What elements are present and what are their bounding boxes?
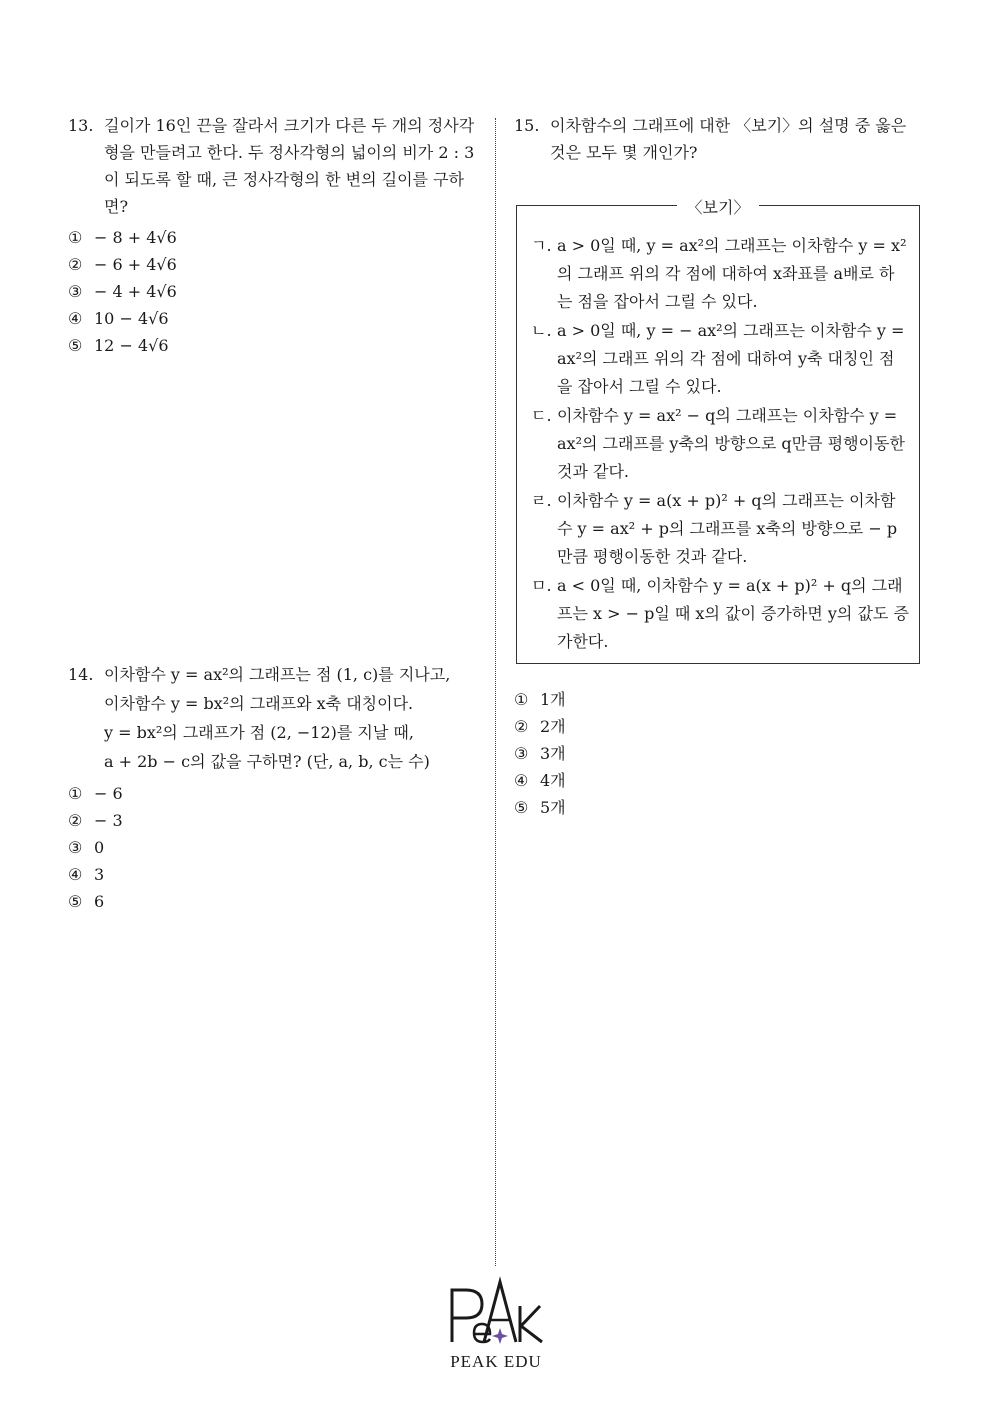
choice-mark: ② [68,811,83,830]
question-13 [68,112,478,359]
bogi-box [516,198,920,664]
choice-text: 5개 [540,798,566,817]
bogi-item [531,572,909,656]
choice-1[interactable] [514,686,566,713]
item-label: ㄷ. [531,406,552,425]
question-text: 길이가 16인 끈을 잘라서 크기가 다른 두 개의 정사각형을 만들려고 한다. 두 정사각형의 넓이의 비가 2 : 3이 되도록 할 때, 큰 정사각형의 한 변의 길이를 구하면? [104,116,475,216]
choice-text: 0 [94,838,105,857]
choice-text: − 6 [94,784,123,803]
choice-2[interactable] [68,807,488,834]
choice-3[interactable] [514,740,566,767]
choice-mark: ⑤ [68,892,83,911]
choice-mark: ③ [68,282,83,301]
choice-list [514,686,566,821]
choice-text: 3개 [540,744,566,763]
question-15 [514,112,924,166]
choice-mark: ② [68,255,83,274]
item-label: ㄴ. [531,321,552,340]
item-label: ㄹ. [531,491,552,510]
choice-1[interactable] [68,780,488,807]
choice-text: 6 [94,892,105,911]
choice-text: 1개 [540,690,566,709]
choice-4[interactable] [514,767,566,794]
bogi-items [531,232,909,657]
choice-mark: ① [68,228,83,247]
choice-list [68,224,478,359]
choice-mark: ① [514,690,529,709]
choice-3[interactable] [68,834,488,861]
bogi-item [531,402,909,486]
choice-mark: ③ [514,744,529,763]
choice-list [68,780,488,915]
choice-text: 4개 [540,771,566,790]
choice-2[interactable] [68,251,478,278]
choice-1[interactable] [68,224,478,251]
choice-5[interactable] [68,888,488,915]
peak-logo-mark [444,1276,548,1352]
choice-5[interactable] [514,794,566,821]
choice-text: 3 [94,865,105,884]
choice-text: − 3 [94,811,123,830]
choice-text: 10 − 4√6 [94,309,169,328]
choice-text: − 6 + 4√6 [94,255,177,274]
question-line-2: 이차함수 y = bx²의 그래프와 x축 대칭이다. [104,694,414,713]
question-number: 14. [68,665,94,684]
choice-mark: ④ [68,865,83,884]
bogi-item [531,232,909,316]
column-divider [495,118,496,1266]
choice-mark: ⑤ [514,798,529,817]
choice-mark: ③ [68,838,83,857]
choice-5[interactable] [68,332,478,359]
brand-name: PEAK EDU [450,1352,542,1371]
choice-4[interactable] [68,305,478,332]
item-label: ㅁ. [531,576,552,595]
question-line-1: 이차함수 y = ax²의 그래프는 점 (1, c)를 지나고, [104,665,451,684]
choice-text: − 8 + 4√6 [94,228,177,247]
choice-3[interactable] [68,278,478,305]
choice-2[interactable] [514,713,566,740]
bogi-item [531,317,909,401]
item-text: 이차함수 y = a(x + p)² + q의 그래프는 이차함수 y = ax² + p의 그래프를 x축의 방향으로 − p만큼 평행이동한 것과 같다. [557,491,898,566]
choice-mark: ① [68,784,83,803]
choice-text: 2개 [540,717,566,736]
item-text: a > 0일 때, y = − ax²의 그래프는 이차함수 y = ax²의 그래프 위의 각 점에 대하여 y축 대칭인 점을 잡아서 그릴 수 있다. [557,321,905,396]
question-number: 13. [68,116,94,135]
choice-mark: ④ [68,309,83,328]
question-13-stem [68,112,478,220]
choice-4[interactable] [68,861,488,888]
choice-mark: ② [514,717,529,736]
choice-text: 12 − 4√6 [94,336,169,355]
peak-logo [444,1276,548,1376]
item-text: 이차함수 y = ax² − q의 그래프는 이차함수 y = ax²의 그래프를 y축의 방향으로 q만큼 평행이동한 것과 같다. [557,406,905,481]
bogi-item [531,487,909,571]
question-14 [68,660,488,915]
question-number: 15. [514,116,540,135]
item-text: a > 0일 때, y = ax²의 그래프는 이차함수 y = x²의 그래프 위의 각 점에 대하여 x좌표를 a배로 하는 점을 잡아서 그릴 수 있다. [557,236,907,311]
question-text: 이차함수의 그래프에 대한 〈보기〉의 설명 중 옳은 것은 모두 몇 개인가? [550,116,907,162]
bogi-title: 〈보기〉 [517,195,919,218]
choice-mark: ④ [514,771,529,790]
question-15-stem [514,112,924,166]
question-line-4: a + 2b − c의 값을 구하면? (단, a, b, c는 수) [104,752,430,771]
item-text: a < 0일 때, 이차함수 y = a(x + p)² + q의 그래프는 x > − p일 때 x의 값이 증가하면 y의 값도 증가한다. [557,576,909,651]
item-label: ㄱ. [531,236,552,255]
question-14-stem [68,660,488,776]
choice-text: − 4 + 4√6 [94,282,177,301]
choice-mark: ⑤ [68,336,83,355]
question-line-3: y = bx²의 그래프가 점 (2, −12)를 지날 때, [104,723,414,742]
